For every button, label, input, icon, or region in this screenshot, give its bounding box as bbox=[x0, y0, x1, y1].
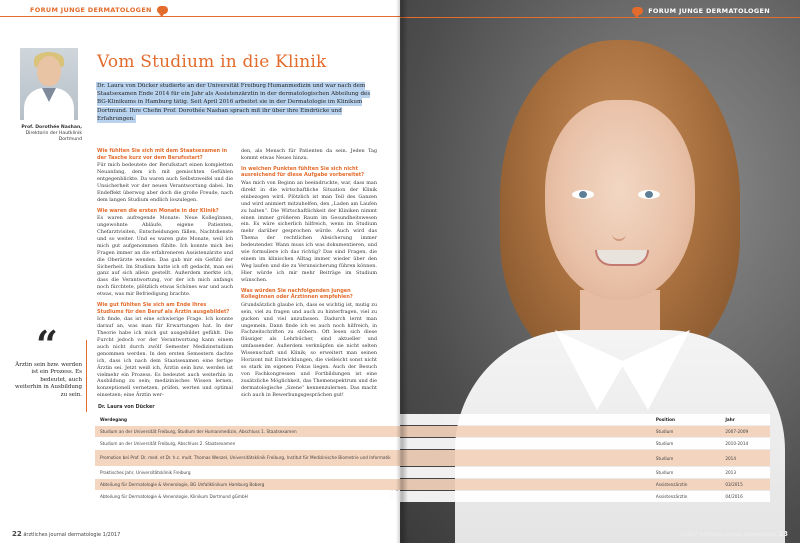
footer-left bbox=[12, 530, 120, 538]
header-rule bbox=[400, 17, 800, 18]
question: Wie waren die ersten Monate in der Klinik? bbox=[97, 207, 219, 214]
question: In welchen Punkten fühlten Sie sich nicht ausreichend für diese Aufgabe vorbereitet? bbox=[241, 165, 365, 179]
photo-eye-left bbox=[572, 190, 594, 199]
cv-position: Assistenzärztin bbox=[655, 494, 688, 499]
answer: Ich finde, das ist eine schwierige Frage. Ich konnte darauf an, was man für Erwartungen hat. In der Theorie habe ich mich gut ausgebildet gefühlt. Die Furcht jedoch vor der Verantwortung kann einem auch nicht durch zwölf Semester Medizinstudium genommen werden. In den ersten Semestern dachte ich, dass ich nach dem Staatsexamen eine fertige Ärztin sei. Jetzt weiß ich, Ärztin sein bzw. werden ist vielmehr ein Prozess. Es bedeutet auch weiterhin in Ausbildung zu sein; medizinisches Wissen lernen, konzeptionell vernetzen, prüfen, werten und optimal einsetzen; eine Ärztin wer- bbox=[97, 316, 233, 399]
caption-role: Direktorin der Hautklinik Dortmund bbox=[25, 131, 82, 142]
section-tag: FORUM JUNGE DERMATOLOGEN bbox=[648, 7, 770, 15]
answer: den, als Mensch für Patienten da sein. Jeden Tag kommt etwas Neues hinzu. bbox=[241, 148, 377, 161]
cv-year: 2013 bbox=[725, 470, 737, 475]
cv-col-desc: Werdegang bbox=[100, 417, 128, 422]
cv-desc: Abteilung für Dermatologie & Venerologie, BG Unfallklinikum Hamburg Boberg bbox=[100, 482, 265, 487]
footer-journal: ärztliches journal dermatologie bbox=[698, 532, 777, 538]
cv-year: 2007-2009 bbox=[725, 429, 749, 434]
portrait-face bbox=[37, 56, 61, 86]
page-number-left: 22 bbox=[12, 530, 22, 538]
cv-name: Dr. Laura von Dücker bbox=[98, 405, 155, 410]
cv-desc: Studium an der Universität Freiburg, Studium der Humanmedizin, Abschluss 1. Staatsexamen bbox=[100, 429, 297, 434]
cv-row bbox=[95, 479, 770, 490]
cv-desc: Studium an der Universität Freiburg, Abschluss 2. Staatsexamen bbox=[100, 441, 236, 446]
footer-issue: 1/2017 bbox=[679, 532, 698, 538]
cv-desc: Promotion bei Prof. Dr. med. et Dr. h.c. mult. Thomas Wenzel, Universitätsklinik Freiburg, Institut für Medizinische Biometrie und Informatik bbox=[100, 455, 391, 461]
chat-bubble-icon bbox=[632, 7, 643, 15]
footer-issue: 1/2017 bbox=[102, 532, 121, 538]
answer: Es waren aufregende Monate: Neue Kollegïnnen, ungewohnte Abläufe, eigene Patienten, Chefarztvisiten, Entscheidungen fällen, Nachtdienste und so weiter. Und es waren gute Monate, weil ich mich gut aufgenommen fühlte. Ich konnte mich bei Fragen immer an die erfahreneren Assistenzärzte und die Oberärzte wenden. Das gab mir ein Gefühl der Sicherheit. Im Studium hatte ich oft gedacht, man sei ganz auf sich allein gestellt. Außerdem merkte ich, dass die Verantwortung, vor der ich mich anfangs noch fürchtete, plötzlich etwas Schönes war und auch etwas, was mir Befriedigung brachte. bbox=[97, 215, 233, 298]
pull-quote-rule bbox=[86, 340, 87, 412]
photo-eye-right bbox=[638, 190, 660, 199]
cv-position: Studium bbox=[655, 441, 674, 446]
cv-row bbox=[95, 491, 770, 502]
text-column-1 bbox=[97, 148, 233, 399]
cv-year: 04/2016 bbox=[725, 494, 743, 499]
photo-nose bbox=[612, 215, 626, 241]
question: Wie fühlten Sie sich mit dem Staatsexamen in der Tasche kurz vor dem Berufsstart? bbox=[97, 148, 228, 161]
cv-desc: Abteilung für Dermatologie & Venerologie, Klinikum Dortmund gGmbH bbox=[100, 494, 248, 499]
cv-year: 03/2015 bbox=[725, 482, 743, 487]
header-rule bbox=[0, 16, 400, 17]
cv-desc: Praktisches Jahr, Universitätsklinik Freiburg bbox=[100, 470, 191, 475]
page-number-right: 23 bbox=[778, 530, 788, 538]
cv-year: 2010-2014 bbox=[725, 441, 749, 446]
cv-col-year: Jahr bbox=[725, 417, 735, 422]
article-intro bbox=[97, 82, 377, 123]
cv-position: Studium bbox=[655, 455, 674, 461]
pull-quote: Ärztin sein bzw. werden ist ein Prozess. Es bedeutet, auch weiterhin in Ausbildung zu sein. bbox=[15, 362, 82, 398]
intro-text-highlighted[interactable]: Dr. Laura von Dücker studierte an der Universität Freiburg Humanmedizin und war nach dem Staatsexamen Ende 2014 für ein Jahr als Assistenzärztin in der dermatologischen Abteilung des BG-Klinikums in Hamburg tätig. Seit April 2016 arbeitet sie in der Dermatologie im Klinikum Dortmund. Ihre Chefin Prof. Dorothée Nashan sprach mit ihr über ihre Eindrücke und Erfahrungen. bbox=[97, 83, 371, 122]
article-title: Vom Studium in die Klinik bbox=[97, 52, 327, 72]
photo-smile bbox=[595, 250, 649, 266]
portrait-nashan bbox=[20, 48, 78, 120]
quote-mark-icon: “ bbox=[36, 322, 58, 367]
caption-name: Prof. Dorothée Nashan, bbox=[21, 125, 82, 130]
section-header bbox=[632, 7, 770, 15]
answer: Was mich von Beginn an beeindruckte, war, dass man direkt in die wirtschaftliche Situation der Klinik einbezogen wird. Plötzlich ist man Teil des Ganzen und wird animiert mitzuhelfen, den „Laden am Laufen zu halten“. Die Wirtschaftlichkeit der Kliniken nimmt einen immer größeren Raum im Gesundheitswesen ein. Es wäre sicherlich hilfreich, wenn im Studium mehr darüber gesprochen würde. Auch wird das Thema der rechtlichen Absicherung immer bedeutender. Wann muss ich was dokumentieren, und wie formuliere ich das richtig? Das sind Fragen, die einem im klinischen Alltag immer wieder über den Weg laufen und die zu Verunsicherung führen können. Hier würde ich mir mehr Beiträge im Studium wünschen. bbox=[241, 180, 377, 283]
section-header bbox=[30, 6, 168, 14]
question: Wie gut fühlten Sie sich am Ende Ihres Studiums für den Beruf als Ärztin ausgebildet? bbox=[97, 302, 230, 315]
cv-header-row bbox=[95, 414, 770, 425]
cv-col-position: Position bbox=[655, 417, 676, 422]
cv-row bbox=[95, 450, 770, 466]
portrait-caption bbox=[10, 125, 82, 143]
cv-position: Assistenzärztin bbox=[655, 482, 688, 487]
cv-row bbox=[95, 467, 770, 478]
footer-journal: ärztliches journal dermatologie bbox=[23, 532, 102, 538]
cv-year: 2014 bbox=[725, 455, 737, 461]
cv-row bbox=[95, 426, 770, 437]
section-tag: FORUM JUNGE DERMATOLOGEN bbox=[30, 6, 152, 14]
cv-row bbox=[95, 438, 770, 449]
chat-bubble-icon bbox=[157, 6, 168, 14]
answer: Grundsätzlich glaube ich, dass es wichtig ist, mutig zu sein, viel zu fragen und auch zu hinterfragen, viel zu gucken und viel anzufassen. Dadurch lernt man ungemein. Dann finde ich es auch noch hilfreich, in Fachzeitschriften zu stöbern. Oft lesen sich diese flüssiger als Lehrbücher, sind aktueller und umfassender. Außerdem verknüpfen sie nicht selten Wissenschaft und Klinik; so erweitert man seinen Horizont mit Entwicklungen, die vielleicht sonst nicht so stark im eigenen Fokus liegen. Auch der Besuch von Fachkongressen und Fortbildungen ist eine zusätzliche Möglichkeit, das Themenspektrum und die dermatologische „Szene“ kennenzulernen. Das macht sich auch in Bewerbungsgesprächen gut! bbox=[241, 301, 377, 398]
answer: Für mich bedeutete der Berufsstart einen kompletten Neuanfang, dem ich mit gemischten Gefühlen entgegenblickte. Da waren auch Selbstzweifel und die Unsicherheit vor der neuen Verantwortung dabei. Im Endeffekt überwog aber doch die große Freude, nach dem langen Studium endlich loszulegen. bbox=[97, 162, 233, 203]
question: Was würden Sie nachfolgenden jungen Kolleginnen oder Ärztinnen empfehlen? bbox=[241, 287, 353, 301]
text-column-2 bbox=[241, 148, 377, 398]
photo-face bbox=[545, 100, 695, 300]
cv-position: Studium bbox=[655, 429, 674, 434]
footer-right bbox=[680, 530, 788, 538]
cv-position: Studium bbox=[655, 470, 674, 475]
page-gutter bbox=[396, 0, 408, 543]
